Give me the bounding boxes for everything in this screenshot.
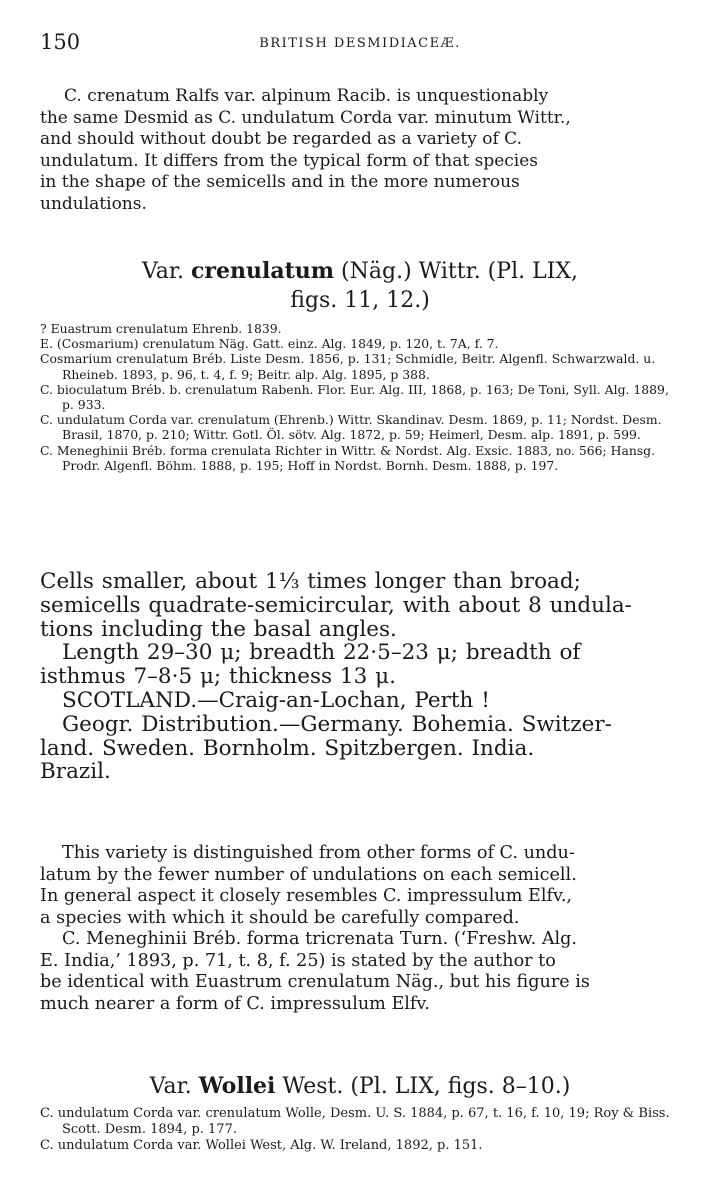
synonym-entry: C. undulatum Corda var. crenulatum (Ehrenb.) Wittr. Skandinav. Desm. 1869, p. 11; Nordst. Desm. Brasil, 1870, p. 210; Wittr. Gotl. Öl. sötv. Alg. 1872, p. 59; Heimerl, Desm. alp. 1891, p. 599. [40, 412, 662, 443]
text-line: C. Meneghinii Bréb. forma tricrenata Turn. (‘Freshw. Alg. [62, 929, 578, 949]
variety-heading-crenulatum [40, 257, 680, 315]
description-line: tions including the basal angles. [40, 617, 397, 642]
page-header [40, 30, 680, 56]
locality-line: SCOTLAND.—Craig-an-Lochan, Perth ! [62, 688, 490, 713]
text-line: the same Desmid as C. undulatum Corda var. minutum Wittr., [40, 107, 571, 128]
heading-prefix: Var. [141, 259, 185, 284]
intro-paragraph [40, 86, 680, 215]
page-number: 150 [40, 30, 81, 54]
text-line: C. crenatum Ralfs var. alpinum Racib. is unquestionably [64, 86, 549, 106]
distribution-line: land. Sweden. Bornholm. Spitzbergen. India. [40, 736, 535, 761]
description-line: semicells quadrate-semicircular, with about 8 undula- [40, 593, 632, 618]
synonym-entry: Cosmarium crenulatum Bréb. Liste Desm. 1856, p. 131; Schmidle, Beitr. Algenfl. Schwarzwald. u. Rheineb. 1893, p. 96, t. 4, f. 9; Beitr. alp. Alg. 1895, p 388. [40, 351, 656, 382]
text-line: a species with which it should be carefully compared. [40, 907, 520, 928]
text-line: undulatum. It differs from the typical form of that species [40, 150, 539, 171]
synonym-entry: E. (Cosmarium) crenulatum Näg. Gatt. einz. Alg. 1849, p. 120, t. 7A, f. 7. [40, 336, 499, 352]
text-line: in the shape of the semicells and in the more numerous [40, 172, 520, 192]
text-line: undulations. [40, 193, 147, 214]
synonym-entry: C. bioculatum Bréb. b. crenulatum Rabenh. Flor. Eur. Alg. III, 1868, p. 163; De Toni, Syll. Alg. 1889, p. 933. [40, 381, 669, 413]
running-title: BRITISH DESMIDIACEÆ. [259, 36, 461, 51]
discussion-paragraph [40, 843, 680, 1015]
synonymy-list-wollei [40, 1106, 680, 1154]
heading-authority: West. (Pl. LIX, figs. 8–10.) [282, 1074, 571, 1099]
synonym-entry: C. Meneghinii Bréb. forma crenulata Richter in Wittr. & Nordst. Alg. Exsic. 1883, no. 566; Hansg. Prodr. Algenfl. Böhm. 1888, p. 195; Hoff in Nordst. Bornh. Desm. 1888, p. 197. [40, 442, 656, 473]
synonymy-list-crenulatum [40, 321, 680, 473]
measurements-line: Length 29–30 μ; breadth 22·5–23 μ; breadth of [62, 641, 581, 666]
synonym-entry: ? Euastrum crenulatum Ehrenb. 1839. [40, 321, 282, 336]
description-line: Cells smaller, about 1⅓ times longer than broad; [40, 570, 581, 594]
heading-line-2: figs. 11, 12.) [290, 288, 430, 313]
synonym-entry: C. undulatum Corda var. crenulatum Wolle, Desm. U. S. 1884, p. 67, t. 16, f. 10, 19; Roy & Biss. Scott. Desm. 1894, p. 177. [40, 1106, 670, 1137]
heading-prefix: Var. [149, 1074, 192, 1099]
text-line: latum by the fewer number of undulations on each semicell. [40, 864, 577, 885]
text-line: This variety is distinguished from other forms of C. undu- [62, 843, 575, 863]
description-crenulatum [40, 570, 680, 784]
synonym-entry: C. undulatum Corda var. Wollei West, Alg. W. Ireland, 1892, p. 151. [40, 1138, 483, 1153]
variety-heading-wollei [40, 1072, 680, 1101]
text-line: In general aspect it closely resembles C. impressulum Elfv., [40, 886, 573, 906]
variety-name: crenulatum [191, 258, 335, 284]
text-line: and should without doubt be regarded as a variety of C. [40, 129, 522, 149]
variety-name: Wollei [198, 1073, 276, 1099]
heading-authority: (Näg.) Wittr. (Pl. LIX, [341, 259, 579, 284]
distribution-line: Brazil. [40, 760, 111, 785]
text-line: much nearer a form of C. impressulum Elfv. [40, 993, 430, 1014]
text-line: E. India,’ 1893, p. 71, t. 8, f. 25) is stated by the author to [40, 950, 556, 971]
distribution-line: Geogr. Distribution.—Germany. Bohemia. Switzer- [62, 712, 612, 737]
measurements-line: isthmus 7–8·5 μ; thickness 13 μ. [40, 665, 396, 689]
text-line: be identical with Euastrum crenulatum Näg., but his figure is [40, 972, 590, 992]
